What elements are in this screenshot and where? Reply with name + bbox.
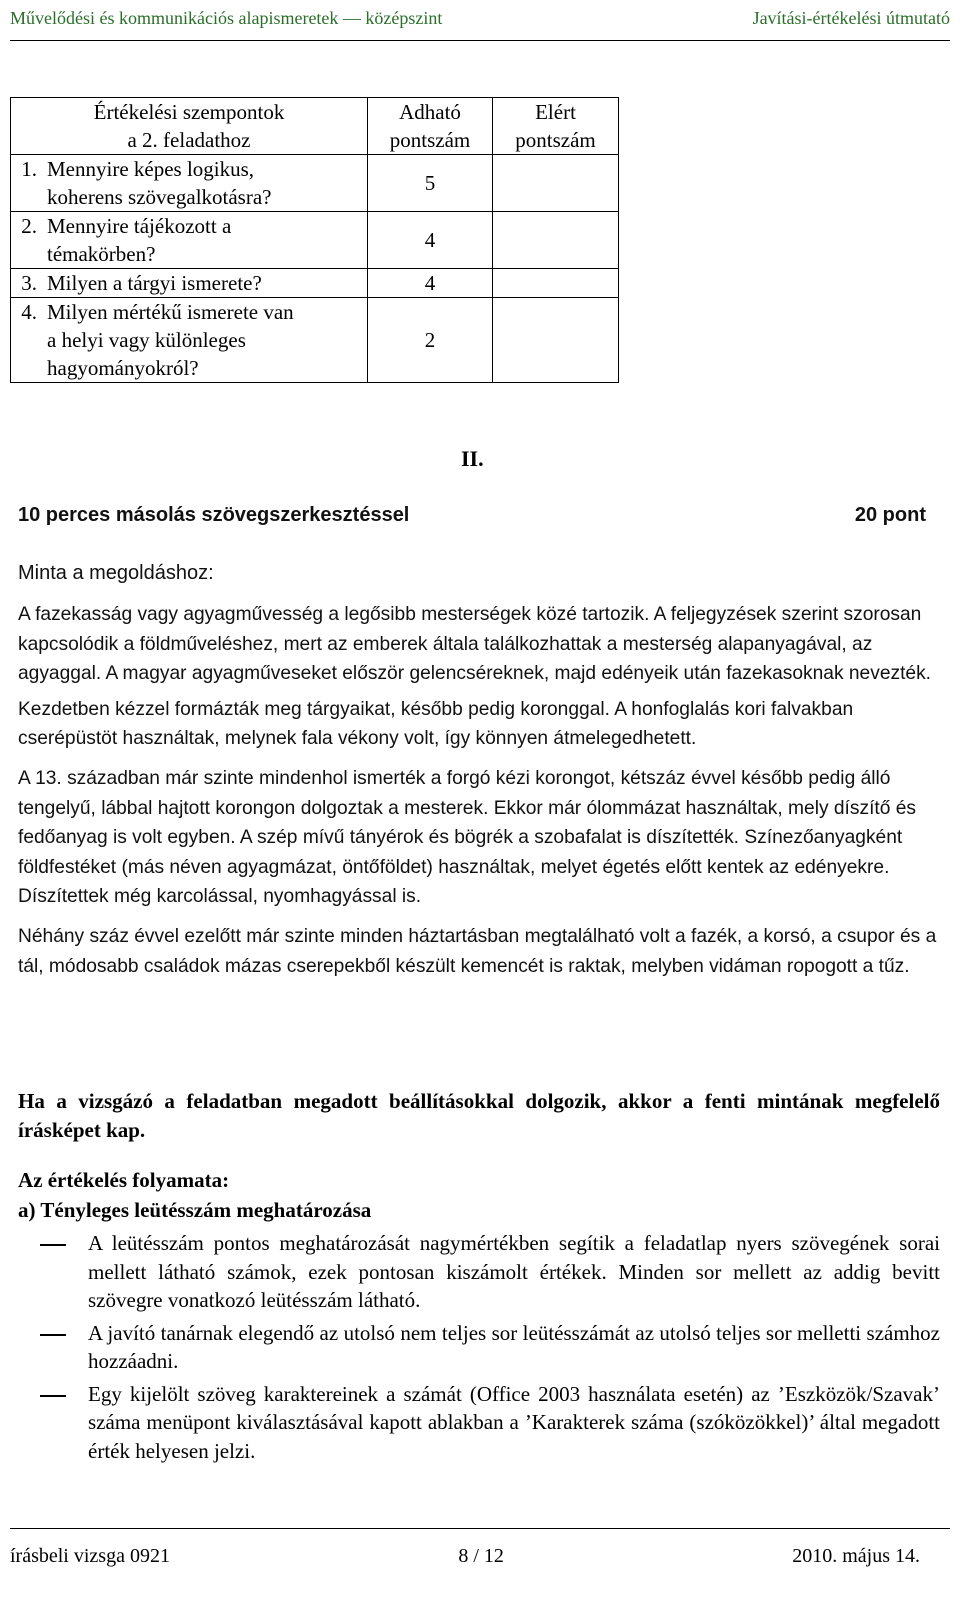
header-divider xyxy=(10,40,950,41)
criterion-text: Milyen mértékű ismerete van xyxy=(47,300,294,324)
header-left: Művelődési és kommunikációs alapismeretek — középszint xyxy=(10,7,443,28)
criterion-text: Milyen a tárgyi ismerete? xyxy=(47,271,262,295)
evaluation-subtitle: a) Tényleges leütésszám meghatározása xyxy=(18,1198,372,1222)
achieved-points-cell[interactable] xyxy=(493,298,619,383)
criterion-text: témakörben? xyxy=(47,242,156,266)
header-max-points xyxy=(368,98,493,155)
criterion-cell xyxy=(11,155,368,212)
sample-paragraph: Néhány száz évvel ezelőtt már szinte minden háztartásban megtalálható volt a fazék, a korsó, a csupor és a tál, módosabb családok mázas cserepekből készült kemencét is raktak, melyben vidáman ropogott a tűz. xyxy=(18,925,937,977)
page-number: 8 / 12 xyxy=(458,1545,504,1567)
sample-text xyxy=(18,600,938,991)
criterion-number: 4. xyxy=(21,300,37,324)
table-row xyxy=(11,212,619,269)
header-criteria-line: Értékelési szempontok xyxy=(93,100,285,124)
sample-paragraph: A 13. században már szinte mindenhol ismerték a forgó kézi korongot, kétszáz évvel később pedig álló tengelyű, lábbal hajtott korongon dolgoztak a mesterek. Ekkor már ólommázat használtak, mely díszítő és fedőanyag is volt egyben. A szép mívű tányérok és bögrék a szobafalat is díszítették. Színezőanyagként földfestéket (más néven agyagmázat, öntőföldet) használtak, melyet égetés előtt kentek az edényekre. Díszítettek még karcolással, nyomhagyással is. xyxy=(18,767,916,908)
criterion-text: hagyományokról? xyxy=(47,356,199,380)
dash-icon xyxy=(18,1229,88,1315)
criterion-cell xyxy=(11,212,368,269)
grading-table xyxy=(10,97,619,383)
max-points-cell: 2 xyxy=(368,298,493,383)
max-points-cell: 4 xyxy=(368,212,493,269)
bold-note: Ha a vizsgázó a feladatban megadott beállításokkal dolgozik, akkor a fenti mintának megfelelő írásképet kap. xyxy=(18,1089,940,1142)
criterion-number: 3. xyxy=(21,271,37,295)
dash-icon xyxy=(18,1380,88,1466)
header-max-line: pontszám xyxy=(389,128,471,152)
header-criteria-line: a 2. feladathoz xyxy=(127,128,251,152)
header-achieved-points xyxy=(493,98,619,155)
achieved-points-cell[interactable] xyxy=(493,269,619,298)
table-row xyxy=(11,155,619,212)
list-item xyxy=(18,1229,940,1315)
footer-left: írásbeli vizsga 0921 xyxy=(10,1545,170,1567)
task-title: 10 perces másolás szövegszerkesztéssel xyxy=(18,504,410,526)
footer-right: 2010. május 14. xyxy=(792,1545,920,1567)
list-item xyxy=(18,1319,940,1376)
criterion-number: 1. xyxy=(21,157,37,181)
achieved-points-cell[interactable] xyxy=(493,212,619,269)
criterion-cell xyxy=(11,269,368,298)
task-heading xyxy=(18,504,926,527)
sample-paragraph: Kezdetben kézzel formázták meg tárgyaikat, később pedig koronggal. A honfoglalás kori falvakban cserépüstöt használtak, melynek fala vékony volt, így könnyen átmelegedhetett. xyxy=(18,698,854,750)
header-right: Javítási-értékelési útmutató xyxy=(752,7,950,28)
header-max-line: Adható xyxy=(399,100,461,124)
max-points-cell: 4 xyxy=(368,269,493,298)
footer-divider xyxy=(10,1528,950,1529)
evaluation-bullets xyxy=(18,1229,940,1469)
achieved-points-cell[interactable] xyxy=(493,155,619,212)
page-footer xyxy=(10,1545,920,1568)
table-header-row xyxy=(11,98,619,155)
sample-paragraph: A fazekasság vagy agyagművesség a legősibb mesterségek közé tartozik. A feljegyzések szerint szorosan kapcsolódik a földműveléshez, mert az emberek általa találkozhattak a mesterség alapanyagával, az agyaggal. A magyar agyagműveseket először gelencséreknek, majd edényeik után fazekasoknak nevezték. xyxy=(18,604,932,685)
dash-icon xyxy=(18,1319,88,1376)
table-row xyxy=(11,269,619,298)
criterion-number: 2. xyxy=(21,214,37,238)
criterion-text: Mennyire tájékozott a xyxy=(47,214,232,238)
evaluation-title: Az értékelés folyamata: xyxy=(18,1168,230,1192)
criterion-text: koherens szövegalkotásra? xyxy=(47,185,272,209)
max-points-cell: 5 xyxy=(368,155,493,212)
criterion-cell xyxy=(11,298,368,383)
section-number: II. xyxy=(461,446,484,471)
bullet-text: A javító tanárnak elegendő az utolsó nem teljes sor leütésszámát az utolsó teljes sor melletti számhoz hozzáadni. xyxy=(88,1320,940,1373)
header-criteria xyxy=(11,98,368,155)
header-achieved-line: pontszám xyxy=(515,128,596,152)
page-header xyxy=(10,0,950,36)
criterion-text: a helyi vagy különleges xyxy=(47,328,246,352)
bullet-text: Egy kijelölt szöveg karaktereinek a számát (Office 2003 használata esetén) az ’Eszközök/Szavak’ száma menüpont kiválasztásával kapott ablakban a ’Karakterek száma (szóközökkel)’ által megadott érték helyesen jelzi. xyxy=(88,1381,940,1463)
task-points: 20 pont xyxy=(854,504,926,526)
criterion-text: Mennyire képes logikus, xyxy=(47,157,255,181)
sample-label: Minta a megoldáshoz: xyxy=(18,562,214,584)
table-row xyxy=(11,298,619,383)
header-achieved-line: Elért xyxy=(535,100,576,124)
bullet-text: A leütésszám pontos meghatározását nagymértékben segítik a feladatlap nyers szövegének sorai mellett látható számok, ezek pontosan kiszámolt értékek. Minden sor mellett az addig bevitt szövegre vonatkozó leütésszám látható. xyxy=(88,1231,940,1312)
list-item xyxy=(18,1380,940,1466)
